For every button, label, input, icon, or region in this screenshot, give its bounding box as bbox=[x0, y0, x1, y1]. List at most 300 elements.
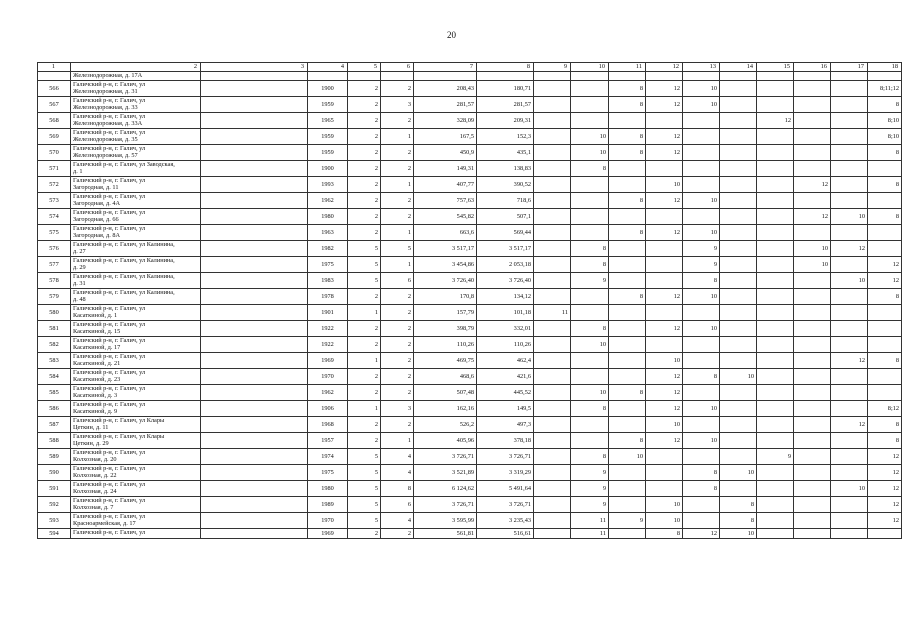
empty-cell bbox=[201, 433, 308, 449]
value-cell bbox=[646, 465, 683, 481]
address-cell: Галичский р-н, г. Галич, ул Касаткиной, д. 1 bbox=[71, 305, 201, 321]
value-cell: 5 bbox=[348, 257, 381, 273]
row-number-cell: 573 bbox=[38, 193, 71, 209]
value-cell: 2 bbox=[348, 97, 381, 113]
value-cell: 12 bbox=[868, 481, 902, 497]
value-cell: 2 bbox=[348, 289, 381, 305]
value-cell bbox=[757, 209, 794, 225]
value-cell: 12 bbox=[757, 113, 794, 129]
column-header: 5 bbox=[348, 63, 381, 72]
value-cell bbox=[831, 257, 868, 273]
value-cell: 12 bbox=[868, 273, 902, 289]
year-cell: 1906 bbox=[308, 401, 348, 417]
value-cell: 663,6 bbox=[414, 225, 477, 241]
value-cell bbox=[757, 481, 794, 497]
value-cell: 110,26 bbox=[477, 337, 534, 353]
value-cell bbox=[757, 385, 794, 401]
value-cell: 8 bbox=[571, 257, 609, 273]
year-cell: 1970 bbox=[308, 513, 348, 529]
value-cell: 12 bbox=[646, 81, 683, 97]
value-cell bbox=[831, 289, 868, 305]
value-cell: 2 bbox=[381, 337, 414, 353]
value-cell: 149,31 bbox=[414, 161, 477, 177]
table-row bbox=[38, 177, 902, 193]
value-cell: 8 bbox=[609, 289, 646, 305]
table-row bbox=[38, 72, 902, 81]
year-cell: 1989 bbox=[308, 497, 348, 513]
address-cell: Галичский р-н, г. Галич, ул Колхозная, д. 22 bbox=[71, 465, 201, 481]
value-cell bbox=[868, 193, 902, 209]
value-cell: 10 bbox=[683, 433, 720, 449]
value-cell: 10 bbox=[720, 465, 757, 481]
value-cell: 10 bbox=[646, 497, 683, 513]
address-cell: Железнодорожная, д. 17А bbox=[71, 72, 201, 81]
value-cell: 10 bbox=[831, 209, 868, 225]
value-cell bbox=[794, 129, 831, 145]
value-cell: 3 bbox=[381, 401, 414, 417]
value-cell: 2 bbox=[381, 113, 414, 129]
address-cell: Галичский р-н, г. Галич, ул Загородная, д. 11 bbox=[71, 177, 201, 193]
value-cell bbox=[757, 273, 794, 289]
row-number-cell: 587 bbox=[38, 417, 71, 433]
value-cell: 8 bbox=[720, 497, 757, 513]
value-cell: 3 595,99 bbox=[414, 513, 477, 529]
value-cell: 378,18 bbox=[477, 433, 534, 449]
value-cell bbox=[720, 321, 757, 337]
value-cell bbox=[720, 81, 757, 97]
value-cell bbox=[609, 401, 646, 417]
value-cell bbox=[571, 305, 609, 321]
value-cell: 3 726,40 bbox=[477, 273, 534, 289]
row-number-cell: 580 bbox=[38, 305, 71, 321]
value-cell bbox=[831, 385, 868, 401]
value-cell bbox=[794, 481, 831, 497]
address-cell: Галичский р-н, г. Галич, ул Касаткиной, д. 21 bbox=[71, 353, 201, 369]
row-number-cell: 574 bbox=[38, 209, 71, 225]
column-header: 15 bbox=[757, 63, 794, 72]
table-row bbox=[38, 273, 902, 289]
value-cell bbox=[794, 449, 831, 465]
address-cell: Галичский р-н, г. Галич, ул Касаткиной, д. 3 bbox=[71, 385, 201, 401]
value-cell bbox=[831, 305, 868, 321]
value-cell bbox=[571, 113, 609, 129]
value-cell: 507,1 bbox=[477, 209, 534, 225]
value-cell bbox=[757, 225, 794, 241]
address-cell: Галичский р-н, г. Галич, ул Калинина, д. 31 bbox=[71, 273, 201, 289]
value-cell bbox=[831, 113, 868, 129]
value-cell: 2 bbox=[381, 209, 414, 225]
value-cell bbox=[831, 193, 868, 209]
value-cell: 8 bbox=[683, 465, 720, 481]
value-cell: 8 bbox=[609, 385, 646, 401]
value-cell bbox=[534, 129, 571, 145]
value-cell: 10 bbox=[571, 145, 609, 161]
value-cell: 4 bbox=[381, 513, 414, 529]
table-row bbox=[38, 401, 902, 417]
value-cell: 3 319,29 bbox=[477, 465, 534, 481]
value-cell: 5 bbox=[348, 497, 381, 513]
value-cell bbox=[534, 417, 571, 433]
value-cell: 2 bbox=[381, 369, 414, 385]
value-cell: 561,81 bbox=[414, 529, 477, 539]
value-cell: 12 bbox=[646, 321, 683, 337]
value-cell: 2 bbox=[348, 177, 381, 193]
value-cell: 2 bbox=[381, 353, 414, 369]
value-cell: 8;10 bbox=[868, 129, 902, 145]
value-cell bbox=[794, 529, 831, 539]
value-cell: 12 bbox=[646, 225, 683, 241]
row-number-cell: 594 bbox=[38, 529, 71, 539]
year-cell: 1974 bbox=[308, 449, 348, 465]
row-number-cell: 570 bbox=[38, 145, 71, 161]
year-cell: 1993 bbox=[308, 177, 348, 193]
value-cell: 10 bbox=[683, 97, 720, 113]
value-cell bbox=[571, 177, 609, 193]
row-number-cell: 592 bbox=[38, 497, 71, 513]
value-cell: 8 bbox=[609, 97, 646, 113]
value-cell: 6 bbox=[381, 497, 414, 513]
value-cell: 8 bbox=[609, 433, 646, 449]
value-cell: 332,01 bbox=[477, 321, 534, 337]
table-row bbox=[38, 481, 902, 497]
empty-cell bbox=[201, 177, 308, 193]
value-cell bbox=[794, 385, 831, 401]
value-cell bbox=[534, 481, 571, 497]
value-cell bbox=[683, 113, 720, 129]
value-cell: 8 bbox=[609, 225, 646, 241]
value-cell: 10 bbox=[683, 321, 720, 337]
value-cell bbox=[794, 305, 831, 321]
table-row bbox=[38, 81, 902, 97]
value-cell bbox=[720, 257, 757, 273]
value-cell bbox=[683, 417, 720, 433]
address-cell: Галичский р-н, г. Галич, ул Касаткиной, д. 15 bbox=[71, 321, 201, 337]
value-cell bbox=[757, 353, 794, 369]
value-cell: 8 bbox=[683, 273, 720, 289]
value-cell bbox=[831, 529, 868, 539]
value-cell bbox=[868, 321, 902, 337]
value-cell: 208,43 bbox=[414, 81, 477, 97]
value-cell: 9 bbox=[757, 449, 794, 465]
value-cell: 2 bbox=[348, 321, 381, 337]
value-cell bbox=[794, 97, 831, 113]
value-cell bbox=[534, 113, 571, 129]
value-cell bbox=[683, 305, 720, 321]
value-cell bbox=[831, 401, 868, 417]
value-cell bbox=[646, 241, 683, 257]
year-cell: 1962 bbox=[308, 385, 348, 401]
table-row bbox=[38, 97, 902, 113]
value-cell bbox=[794, 193, 831, 209]
value-cell bbox=[646, 481, 683, 497]
value-cell bbox=[757, 129, 794, 145]
value-cell bbox=[720, 305, 757, 321]
empty-cell bbox=[201, 417, 308, 433]
table-row bbox=[38, 369, 902, 385]
value-cell bbox=[868, 241, 902, 257]
value-cell: 11 bbox=[571, 529, 609, 539]
column-header: 17 bbox=[831, 63, 868, 72]
value-cell: 8 bbox=[868, 145, 902, 161]
value-cell bbox=[683, 209, 720, 225]
row-number-cell: 575 bbox=[38, 225, 71, 241]
value-cell bbox=[571, 417, 609, 433]
value-cell bbox=[683, 353, 720, 369]
value-cell bbox=[683, 497, 720, 513]
value-cell bbox=[534, 449, 571, 465]
value-cell bbox=[683, 161, 720, 177]
value-cell: 5 bbox=[348, 273, 381, 289]
value-cell: 2 053,18 bbox=[477, 257, 534, 273]
value-cell bbox=[534, 401, 571, 417]
value-cell: 3 726,71 bbox=[414, 449, 477, 465]
value-cell: 2 bbox=[381, 289, 414, 305]
value-cell bbox=[534, 145, 571, 161]
row-number-cell: 566 bbox=[38, 81, 71, 97]
address-cell: Галичский р-н, г. Галич, ул Калинина, д. 29 bbox=[71, 257, 201, 273]
row-number-cell: 582 bbox=[38, 337, 71, 353]
address-cell: Галичский р-н, г. Галич, ул Железнодорожная, д. 31 bbox=[71, 81, 201, 97]
value-cell bbox=[794, 113, 831, 129]
value-cell: 2 bbox=[348, 417, 381, 433]
value-cell bbox=[794, 497, 831, 513]
value-cell: 2 bbox=[348, 113, 381, 129]
value-cell bbox=[720, 481, 757, 497]
value-cell: 8 bbox=[868, 417, 902, 433]
value-cell: 10 bbox=[646, 177, 683, 193]
value-cell bbox=[831, 465, 868, 481]
value-cell: 8 bbox=[868, 177, 902, 193]
value-cell: 162,16 bbox=[414, 401, 477, 417]
year-cell: 1957 bbox=[308, 433, 348, 449]
value-cell: 2 bbox=[381, 529, 414, 539]
value-cell bbox=[646, 209, 683, 225]
table-row bbox=[38, 209, 902, 225]
column-header: 16 bbox=[794, 63, 831, 72]
value-cell bbox=[831, 161, 868, 177]
value-cell: 12 bbox=[868, 449, 902, 465]
value-cell bbox=[609, 241, 646, 257]
value-cell bbox=[831, 433, 868, 449]
table-row bbox=[38, 161, 902, 177]
address-cell: Галичский р-н, г. Галич, ул Железнодорожная, д. 33А bbox=[71, 113, 201, 129]
value-cell bbox=[534, 465, 571, 481]
value-cell: 281,57 bbox=[414, 97, 477, 113]
value-cell bbox=[757, 257, 794, 273]
address-cell: Галичский р-н, г. Галич, ул bbox=[71, 529, 201, 539]
value-cell bbox=[571, 97, 609, 113]
value-cell: 11 bbox=[534, 305, 571, 321]
year-cell: 1900 bbox=[308, 161, 348, 177]
value-cell bbox=[757, 337, 794, 353]
value-cell bbox=[683, 449, 720, 465]
year-cell: 1922 bbox=[308, 321, 348, 337]
value-cell bbox=[534, 177, 571, 193]
value-cell: 718,6 bbox=[477, 193, 534, 209]
value-cell bbox=[534, 193, 571, 209]
value-cell bbox=[831, 369, 868, 385]
row-number-cell: 591 bbox=[38, 481, 71, 497]
empty-cell bbox=[201, 369, 308, 385]
address-cell: Галичский р-н, г. Галич, ул Калинина, д. 27 bbox=[71, 241, 201, 257]
value-cell: 10 bbox=[646, 353, 683, 369]
value-cell bbox=[720, 417, 757, 433]
value-cell bbox=[831, 449, 868, 465]
value-cell bbox=[609, 321, 646, 337]
year-cell: 1959 bbox=[308, 129, 348, 145]
value-cell: 10 bbox=[794, 257, 831, 273]
table-row bbox=[38, 385, 902, 401]
value-cell bbox=[831, 81, 868, 97]
value-cell: 2 bbox=[381, 417, 414, 433]
value-cell: 12 bbox=[646, 193, 683, 209]
value-cell bbox=[534, 385, 571, 401]
value-cell: 10 bbox=[683, 193, 720, 209]
value-cell: 3 517,17 bbox=[414, 241, 477, 257]
row-number-cell: 569 bbox=[38, 129, 71, 145]
value-cell: 157,79 bbox=[414, 305, 477, 321]
value-cell: 12 bbox=[868, 513, 902, 529]
value-cell bbox=[757, 513, 794, 529]
year-cell: 1900 bbox=[308, 81, 348, 97]
value-cell: 2 bbox=[381, 321, 414, 337]
value-cell: 9 bbox=[571, 497, 609, 513]
value-cell: 545,82 bbox=[414, 209, 477, 225]
table-row bbox=[38, 513, 902, 529]
value-cell bbox=[720, 433, 757, 449]
year-cell: 1963 bbox=[308, 225, 348, 241]
address-cell: Галичский р-н, г. Галич, ул Клары Цеткин, д. 29 bbox=[71, 433, 201, 449]
value-cell: 11 bbox=[571, 513, 609, 529]
value-cell bbox=[571, 369, 609, 385]
value-cell bbox=[609, 305, 646, 321]
address-cell: Галичский р-н, г. Галич, ул Касаткиной, д. 9 bbox=[71, 401, 201, 417]
row-number-cell: 593 bbox=[38, 513, 71, 529]
value-cell: 6 124,62 bbox=[414, 481, 477, 497]
value-cell bbox=[794, 401, 831, 417]
column-header: 3 bbox=[201, 63, 308, 72]
row-number-cell: 583 bbox=[38, 353, 71, 369]
year-cell: 1959 bbox=[308, 97, 348, 113]
value-cell bbox=[609, 177, 646, 193]
value-cell: 9 bbox=[683, 257, 720, 273]
table-row bbox=[38, 129, 902, 145]
value-cell: 5 bbox=[348, 481, 381, 497]
column-header: 12 bbox=[646, 63, 683, 72]
value-cell: 4 bbox=[381, 465, 414, 481]
address-cell: Галичский р-н, г. Галич, ул Колхозная, д. 24 bbox=[71, 481, 201, 497]
empty-cell bbox=[201, 273, 308, 289]
column-header: 14 bbox=[720, 63, 757, 72]
table-row bbox=[38, 417, 902, 433]
value-cell: 9 bbox=[683, 241, 720, 257]
value-cell bbox=[831, 177, 868, 193]
table-row bbox=[38, 497, 902, 513]
value-cell bbox=[868, 369, 902, 385]
value-cell bbox=[534, 497, 571, 513]
address-cell: Галичский р-н, г. Галич, ул Касаткиной, д. 23 bbox=[71, 369, 201, 385]
address-cell: Галичский р-н, г. Галич, ул Загородная, д. 66 bbox=[71, 209, 201, 225]
empty-cell bbox=[201, 449, 308, 465]
value-cell: 8 bbox=[609, 81, 646, 97]
table-row bbox=[38, 241, 902, 257]
value-cell: 12 bbox=[831, 417, 868, 433]
year-cell: 1962 bbox=[308, 193, 348, 209]
row-number-cell: 578 bbox=[38, 273, 71, 289]
value-cell bbox=[794, 81, 831, 97]
row-number-cell: 588 bbox=[38, 433, 71, 449]
value-cell bbox=[534, 209, 571, 225]
value-cell bbox=[646, 449, 683, 465]
year-cell: 1980 bbox=[308, 209, 348, 225]
row-number-cell: 581 bbox=[38, 321, 71, 337]
year-cell: 1959 bbox=[308, 145, 348, 161]
value-cell: 398,79 bbox=[414, 321, 477, 337]
value-cell bbox=[534, 257, 571, 273]
value-cell: 3 bbox=[381, 97, 414, 113]
address-cell: Галичский р-н, г. Галич, ул Заводская, д. 1 bbox=[71, 161, 201, 177]
year-cell: 1978 bbox=[308, 289, 348, 305]
empty-cell bbox=[201, 209, 308, 225]
year-cell: 1983 bbox=[308, 273, 348, 289]
table-row bbox=[38, 465, 902, 481]
value-cell bbox=[720, 97, 757, 113]
value-cell: 12 bbox=[831, 241, 868, 257]
value-cell: 462,4 bbox=[477, 353, 534, 369]
value-cell bbox=[609, 481, 646, 497]
value-cell: 2 bbox=[348, 209, 381, 225]
value-cell bbox=[534, 161, 571, 177]
value-cell: 8 bbox=[571, 161, 609, 177]
value-cell bbox=[794, 369, 831, 385]
value-cell: 8;10 bbox=[868, 113, 902, 129]
value-cell: 9 bbox=[571, 481, 609, 497]
value-cell: 8 bbox=[720, 513, 757, 529]
value-cell bbox=[571, 433, 609, 449]
value-cell: 10 bbox=[683, 225, 720, 241]
value-cell: 445,52 bbox=[477, 385, 534, 401]
empty-cell bbox=[201, 193, 308, 209]
address-cell: Галичский р-н, г. Галич, ул Красноармейская, д. 17 bbox=[71, 513, 201, 529]
year-cell: 1922 bbox=[308, 337, 348, 353]
value-cell bbox=[794, 321, 831, 337]
value-cell: 10 bbox=[683, 289, 720, 305]
value-cell: 1 bbox=[381, 129, 414, 145]
column-header: 1 bbox=[38, 63, 71, 72]
value-cell: 2 bbox=[348, 81, 381, 97]
value-cell bbox=[534, 321, 571, 337]
empty-cell bbox=[201, 305, 308, 321]
value-cell: 3 726,40 bbox=[414, 273, 477, 289]
row-number-cell: 567 bbox=[38, 97, 71, 113]
address-cell: Галичский р-н, г. Галич, ул Железнодорожная, д. 35 bbox=[71, 129, 201, 145]
value-cell bbox=[534, 241, 571, 257]
value-cell bbox=[534, 81, 571, 97]
value-cell: 1 bbox=[381, 433, 414, 449]
value-cell bbox=[683, 337, 720, 353]
value-cell: 10 bbox=[571, 385, 609, 401]
value-cell: 2 bbox=[381, 305, 414, 321]
value-cell bbox=[831, 497, 868, 513]
value-cell bbox=[757, 289, 794, 305]
value-cell: 2 bbox=[348, 129, 381, 145]
value-cell bbox=[757, 81, 794, 97]
column-header: 11 bbox=[609, 63, 646, 72]
value-cell bbox=[720, 129, 757, 145]
value-cell bbox=[609, 113, 646, 129]
column-header: 2 bbox=[71, 63, 201, 72]
table-row bbox=[38, 337, 902, 353]
